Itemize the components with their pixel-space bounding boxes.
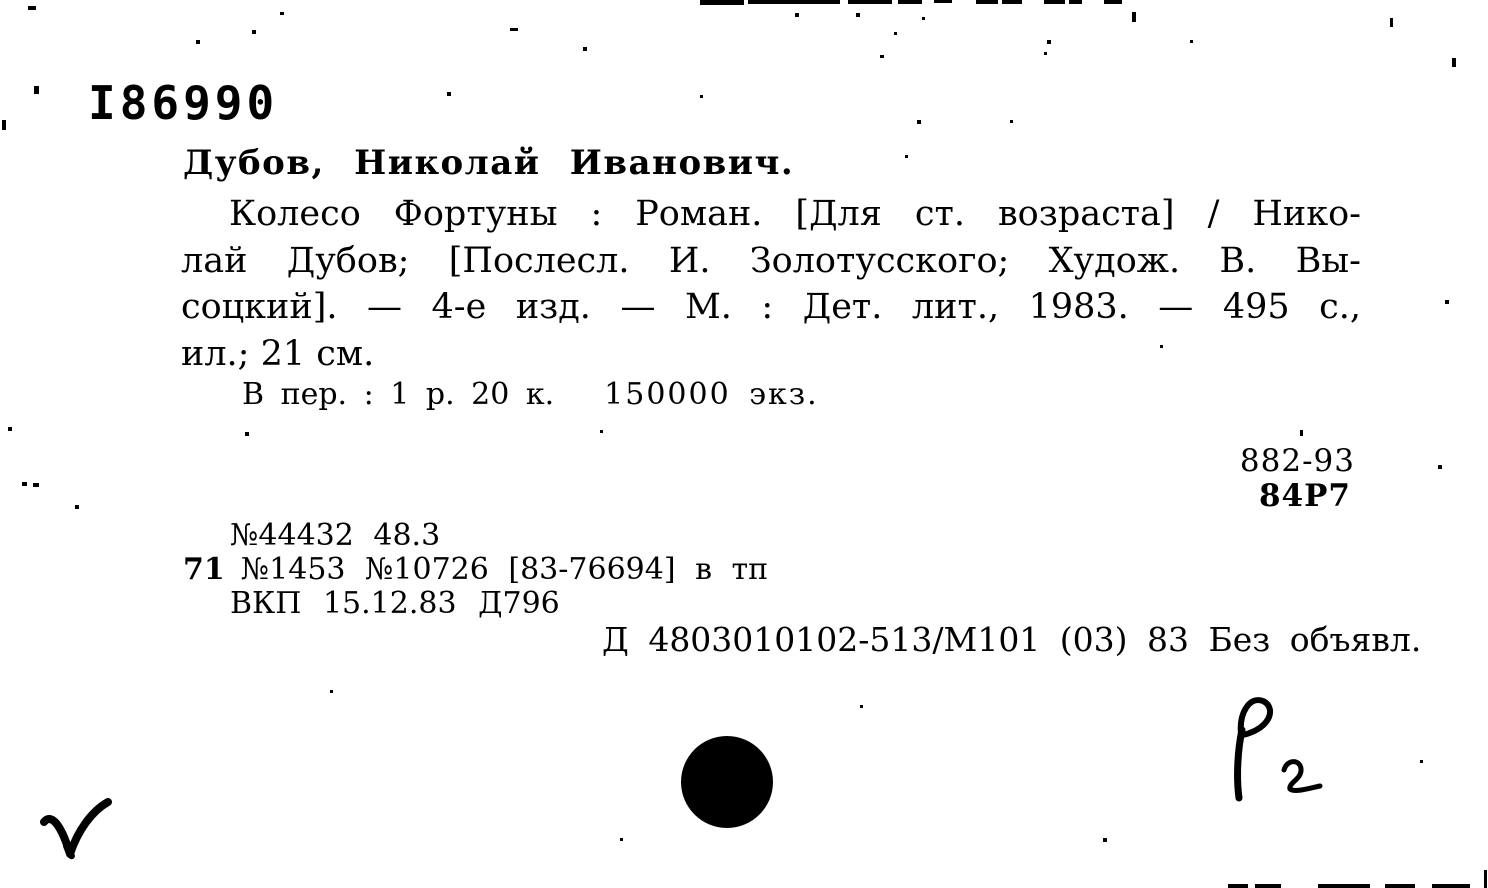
hole-punch-dot xyxy=(681,736,773,828)
binding-price: В пер. : 1 р. 20 к. xyxy=(242,377,555,412)
description-line: соцкий]. — 4-е изд. — М. : Дет. лит., 1983. — 495 с., xyxy=(181,287,1361,327)
catalog-number-line: ВКП 15.12.83 Д796 xyxy=(230,586,560,621)
description-line: Колесо Фортуны : Роман. [Для ст. возраста] / Нико- xyxy=(229,194,1361,234)
description-line: ил.; 21 см. xyxy=(181,333,375,374)
scan-speck xyxy=(1044,52,1047,55)
price-line xyxy=(242,377,819,412)
bottom-edge-dash xyxy=(1385,884,1415,888)
scan-speck xyxy=(28,6,36,10)
scan-speck xyxy=(1390,18,1393,27)
scan-speck xyxy=(917,120,921,124)
handwritten-r2-mark xyxy=(1212,686,1342,816)
scan-speck xyxy=(1160,345,1163,348)
scan-speck xyxy=(447,92,451,96)
accession-number-stamp: I86990 xyxy=(88,76,279,130)
catalog-number-rest: №1453 №10726 [83-76694] в тп xyxy=(240,552,769,587)
scan-speck xyxy=(1438,465,1442,469)
scan-speck xyxy=(1132,12,1136,22)
scan-speck xyxy=(1010,120,1013,123)
scan-speck xyxy=(600,430,603,433)
scan-speck xyxy=(860,705,863,708)
scan-speck xyxy=(856,13,860,17)
scan-speck xyxy=(1190,40,1193,43)
handwritten-checkmark-icon xyxy=(36,796,128,872)
scan-speck xyxy=(620,838,623,841)
scan-speck xyxy=(1445,300,1449,304)
scan-speck xyxy=(8,427,12,431)
top-edge-dash xyxy=(700,0,744,5)
scan-speck xyxy=(583,47,587,51)
top-edge-dash xyxy=(1069,0,1082,4)
scan-speck xyxy=(1420,760,1423,763)
scan-speck xyxy=(795,13,799,17)
scan-speck xyxy=(252,30,256,34)
scan-speck xyxy=(2,120,6,130)
scan-speck xyxy=(510,28,518,31)
bottom-edge-dash xyxy=(1255,884,1281,888)
author-heading: Дубов, Николай Иванович. xyxy=(183,143,795,183)
scan-speck xyxy=(196,40,200,44)
scan-speck xyxy=(922,17,925,20)
scan-speck xyxy=(880,55,884,58)
top-edge-dash xyxy=(848,0,892,4)
scan-speck xyxy=(1103,838,1107,842)
top-edge-dash xyxy=(976,0,998,4)
scan-speck xyxy=(1452,58,1456,67)
scan-speck xyxy=(34,86,39,94)
scan-speck xyxy=(245,432,249,436)
bottom-edge-dash xyxy=(1432,884,1470,888)
bbk-classification-number: 84Р7 xyxy=(1258,478,1351,514)
scan-speck xyxy=(700,95,703,98)
top-edge-dash xyxy=(1104,0,1122,4)
bottom-edge-dash xyxy=(1318,884,1370,888)
top-edge-dash xyxy=(748,0,840,4)
scan-speck xyxy=(894,32,897,35)
print-run: 150000 экз. xyxy=(604,377,819,412)
scan-speck xyxy=(330,690,333,693)
catalog-number-line: №44432 48.3 xyxy=(230,518,441,553)
description-line: лай Дубов; [Послесл. И. Золотусского; Худож. В. Вы- xyxy=(181,240,1361,281)
catalog-number-line xyxy=(183,552,768,587)
udc-classification-number: 882-93 xyxy=(1239,443,1355,479)
scan-speck xyxy=(905,155,908,158)
scan-speck xyxy=(22,482,27,486)
top-edge-dash xyxy=(1002,0,1022,4)
top-edge-dash xyxy=(898,0,922,4)
scan-speck xyxy=(280,12,284,15)
scan-speck xyxy=(1047,40,1051,44)
bottom-edge-dash xyxy=(1228,884,1248,888)
scan-speck xyxy=(1300,430,1303,436)
bibliographic-description xyxy=(181,191,1361,377)
top-edge-dash xyxy=(934,0,952,3)
scan-speck xyxy=(33,483,39,487)
top-edge-dash xyxy=(1044,0,1065,4)
scan-speck xyxy=(75,505,79,509)
publication-code-line: Д 4803010102-513/М101 (03) 83 Без объявл. xyxy=(602,620,1422,659)
inventory-prefix: 71 xyxy=(183,552,225,587)
bottom-edge-dash xyxy=(1484,870,1487,888)
